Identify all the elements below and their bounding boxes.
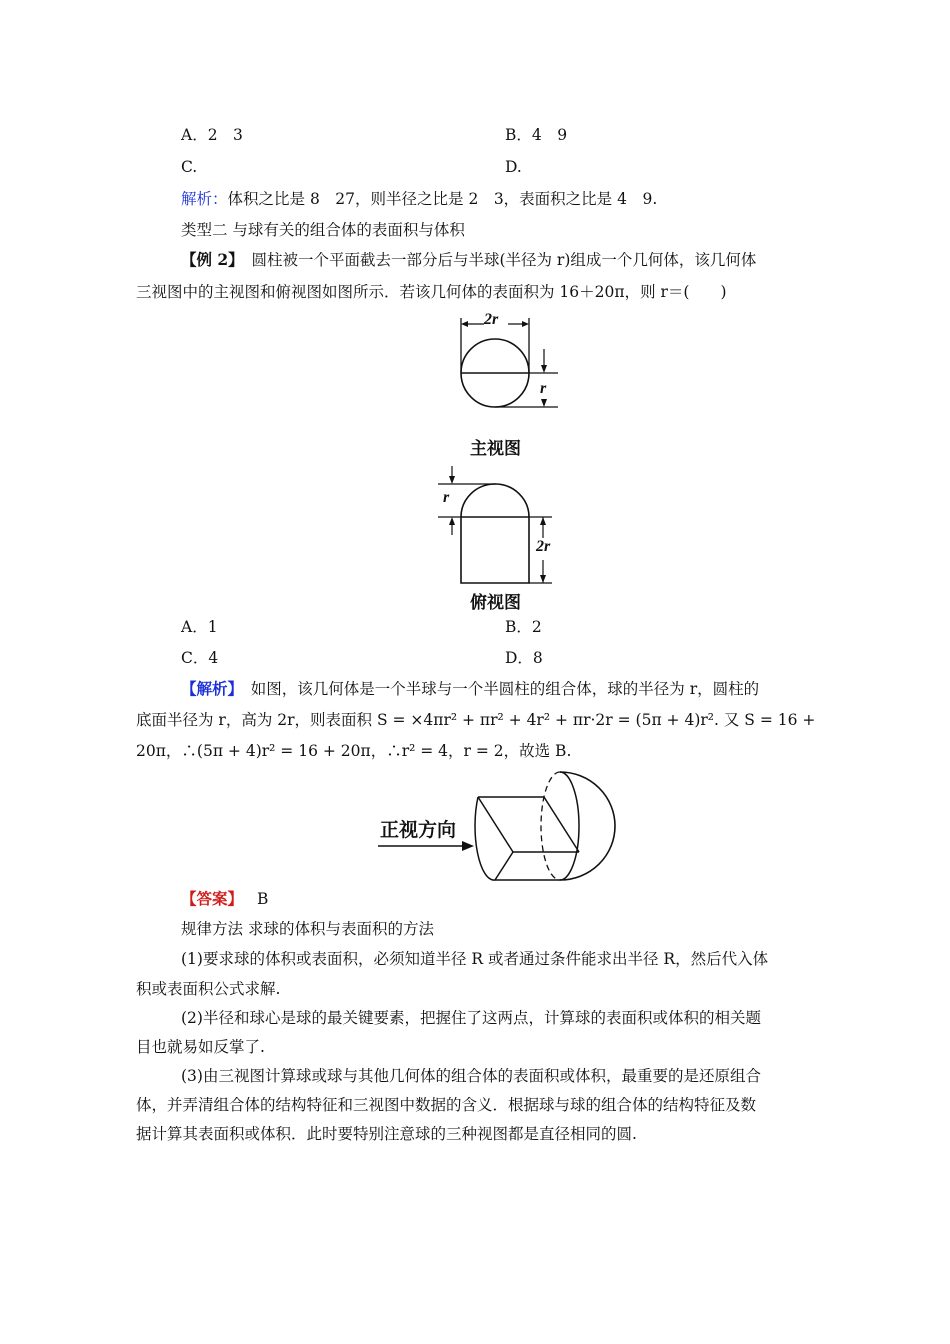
direction-label: 正视方向 bbox=[380, 819, 457, 841]
example-option-b: B．2 bbox=[505, 618, 542, 636]
solution-label: 【解析】 bbox=[181, 679, 236, 698]
front-view-radius-label: r bbox=[540, 380, 547, 397]
front-view-caption: 主视图 bbox=[470, 439, 521, 459]
option-a: A．2 3 bbox=[181, 126, 243, 144]
answer-label: 【答案】 bbox=[181, 889, 244, 908]
solution-line-1 bbox=[181, 678, 759, 700]
method-p1-line-2: 积或表面积公式求解. bbox=[136, 980, 281, 998]
method-title: 规律方法 bbox=[181, 920, 244, 938]
option-b: B．4 9 bbox=[505, 126, 568, 144]
example-option-d: D．8 bbox=[505, 649, 543, 667]
option-d: D. bbox=[505, 158, 522, 176]
answer-line bbox=[181, 888, 268, 910]
top-view-caption: 俯视图 bbox=[470, 593, 521, 613]
solution-line-2: 底面半径为 r，高为 2r，则表面积 S = ×4πr² + πr² + 4r² + πr·2r = (5π + 4)r². 又 S = 16 + bbox=[136, 711, 816, 729]
front-view-width-label: 2r bbox=[484, 311, 499, 328]
method-p3-line-1: (3)由三视图计算球或球与其他几何体的组合体的表面积或体积，最重要的是还原组合 bbox=[181, 1067, 761, 1085]
example-line-2: 三视图中的主视图和俯视图如图所示．若该几何体的表面积为 16＋20π，则 r＝( ) bbox=[136, 283, 727, 301]
solution-line-3: 20π，∴(5π + 4)r² = 16 + 20π，∴r² = 4，r = 2，故选 B. bbox=[136, 742, 572, 760]
solution-text-1: 如图，该几何体是一个半球与一个半圆柱的组合体，球的半径为 r，圆柱的 bbox=[235, 680, 760, 698]
example-label: 【例 2】 bbox=[181, 250, 236, 269]
method-title-line bbox=[181, 918, 434, 940]
example-line-1 bbox=[181, 249, 756, 271]
example-text-1: 圆柱被一个平面截去一部分后与半球(半径为 r)组成一个几何体，该几何体 bbox=[235, 251, 757, 269]
option-c: C. bbox=[181, 158, 198, 176]
method-p2-line-1: (2)半径和球心是球的最关键要素，把握住了这两点，计算球的表面积或体积的相关题 bbox=[181, 1009, 761, 1027]
analysis-label: 解析： bbox=[181, 190, 228, 208]
top-view-radius-label: r bbox=[443, 489, 450, 506]
example-option-c: C．4 bbox=[181, 649, 219, 667]
method-p3-line-3: 据计算其表面积或体积．此时要特别注意球的三种视图都是直径相同的圆. bbox=[136, 1125, 637, 1143]
method-subtitle: 求球的体积与表面积的方法 bbox=[243, 920, 434, 938]
top-view-height-label: 2r bbox=[536, 538, 551, 555]
method-p3-line-2: 体，并弄清组合体的结构特征和三视图中数据的含义．根据球与球的组合体的结构特征及数 bbox=[136, 1096, 757, 1114]
method-p2-line-2: 目也就易如反掌了. bbox=[136, 1038, 265, 1056]
analysis-text: 体积之比是 8 27，则半径之比是 2 3，表面积之比是 4 9. bbox=[227, 190, 658, 208]
answer-value: B bbox=[257, 890, 269, 908]
section-title: 类型二 与球有关的组合体的表面积与体积 bbox=[181, 221, 465, 239]
analysis-line bbox=[181, 188, 657, 210]
example-option-a: A．1 bbox=[181, 618, 218, 636]
method-p1-line-1: (1)要求球的体积或表面积，必须知道半径 R 或者通过条件能求出半径 R，然后代入体 bbox=[181, 950, 769, 968]
